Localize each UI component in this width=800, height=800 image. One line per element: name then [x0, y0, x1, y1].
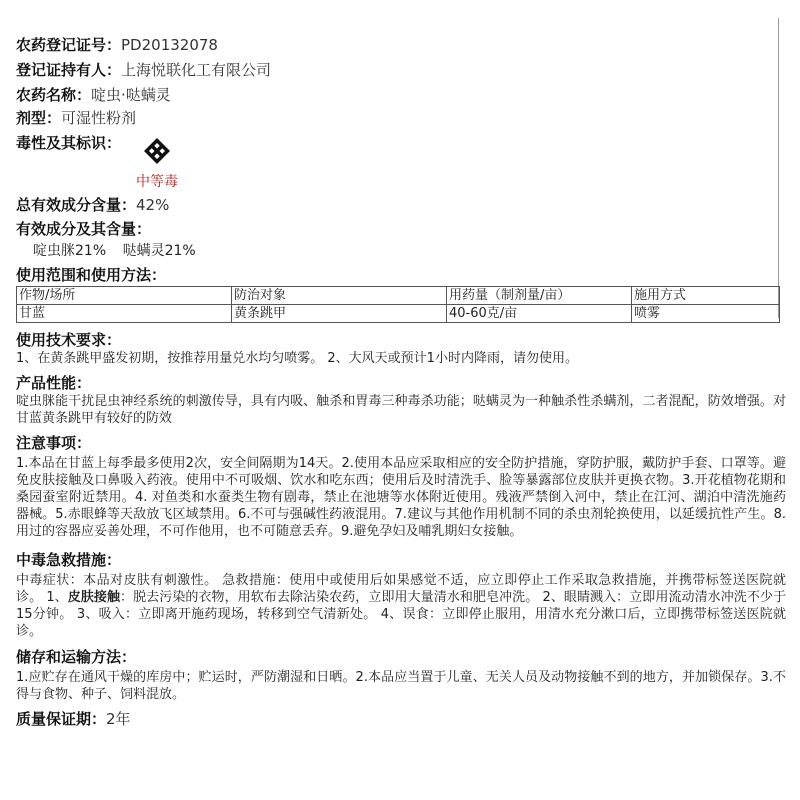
table-cell: 喷雾	[632, 305, 780, 323]
tech-text: 1、在黄条跳甲盛发初期，按推荐用量兑水均匀喷雾。 2、大风天或预计1小时内降雨，请勿使用。	[16, 351, 578, 366]
ingredients-heading-row	[16, 218, 151, 240]
storage-heading: 储存和运输方法：	[16, 648, 137, 666]
skin-contact-label: 皮肤接触	[67, 590, 121, 605]
table-header-cell: 作物/场所	[17, 287, 232, 305]
total-content-label: 总有效成分含量：	[16, 196, 137, 214]
total-content-value: 42%	[136, 196, 170, 214]
ingredient-item: 啶虫脒21%	[33, 243, 107, 259]
first-aid-text-part: 中毒症状：本品对皮肤有刺激性。 急救措施：使用中或使用后如果感觉不适，应立即停止工作采取急救措施，并携带标签送医院就诊。 1、	[16, 573, 786, 605]
pesticide-name-value: 啶虫·哒螨灵	[91, 86, 171, 104]
table-header-cell: 用药量（制剂量/亩）	[447, 287, 632, 305]
table-cell: 甘蓝	[17, 305, 232, 323]
toxicity-level-text: 中等毒	[136, 174, 178, 190]
usage-heading-row	[16, 264, 166, 286]
usage-heading: 使用范围和使用方法：	[16, 266, 167, 284]
ingredient-item: 哒螨灵21%	[122, 243, 196, 259]
toxicity-row	[16, 132, 121, 154]
formulation-value: 可湿性粉剂	[61, 109, 137, 127]
pesticide-name-row	[16, 84, 171, 106]
tech-heading: 使用技术要求：	[16, 331, 122, 349]
toxicity-badge	[132, 137, 182, 191]
pesticide-name-label: 农药名称：	[16, 86, 92, 104]
holder-row	[16, 59, 271, 81]
notes-heading: 注意事项：	[16, 434, 92, 452]
notes-text: 1.本品在甘蓝上每季最多使用2次，安全间隔期为14天。2.使用本品应采取相应的安全防护措施，穿防护服，戴防护手套、口罩等。避免皮肤接触及口鼻吸入药液。使用中不可吸烟、饮水和吃东西；使用后及时清洗手、脸等暴露部位皮肤并更换衣物。3.开花植物花期和桑园蚕室附近禁用。4. 对鱼类和水蚕类生物有剧毒，禁止在池塘等水体附近使用。残液严禁倒入河中，禁止在江河、湖泊中清洗施药器械。5.赤眼蜂等天敌放飞区域禁用。6.不可与强碱性药液混用。7.建议与其他作用机制不同的杀虫剂轮换使用，以延缓抗性产生。8.用过的容器应妥善处理，不可作他用，也不可随意丢弃。9.避免孕妇及哺乳期妇女接触。	[16, 456, 786, 539]
toxicity-label: 毒性及其标识：	[16, 134, 122, 152]
first-aid-text-part: ：脱去污染的衣物，用软布去除沾染农药，立即用大量清水和肥皂冲洗。 2、眼睛溅入：立即用流动清水冲洗不少于15分钟。 3、吸入：立即离开施药现场，转移到空气清新处。 4、误食：立即停止服用，用清水充分漱口后，立即携带标签送医院就诊。	[16, 590, 786, 639]
table-row	[17, 305, 780, 323]
holder-label: 登记证持有人：	[16, 61, 122, 79]
total-content-row	[16, 194, 169, 216]
toxicity-diamond-x-icon	[143, 137, 171, 165]
warranty-row	[16, 708, 131, 730]
formulation-row	[16, 107, 136, 129]
first-aid-heading: 中毒急救措施：	[16, 551, 122, 569]
registration-number-label: 农药登记证号：	[16, 36, 122, 54]
storage-text: 1.应贮存在通风干燥的库房中；贮运时，严防潮湿和日晒。2.本品应当置于儿童、无关人员及动物接触不到的地方，并加锁保存。3.不得与食物、种子、饲料混放。	[16, 670, 786, 702]
first-aid-text	[16, 572, 786, 640]
table-header-cell: 防治对象	[232, 287, 447, 305]
ingredients-heading: 有效成分及其含量：	[16, 220, 152, 238]
table-cell: 黄条跳甲	[232, 305, 447, 323]
performance-text: 啶虫脒能干扰昆虫神经系统的刺激传导，具有内吸、触杀和胃毒三种毒杀功能；哒螨灵为一种触杀性杀螨剂，二者混配，防效增强。对甘蓝黄条跳甲有较好的防效	[16, 394, 786, 426]
table-cell: 40-60克/亩	[447, 305, 632, 323]
usage-table	[16, 286, 780, 323]
table-header-row	[17, 287, 780, 305]
performance-heading: 产品性能：	[16, 374, 92, 392]
warranty-value: 2年	[106, 710, 131, 728]
right-border-line	[778, 18, 779, 318]
formulation-label: 剂型：	[16, 109, 62, 127]
table-header-cell: 施用方式	[632, 287, 780, 305]
ingredients-list	[33, 240, 208, 260]
holder-value: 上海悦联化工有限公司	[121, 61, 272, 79]
registration-number-value: PD20132078	[121, 36, 218, 54]
registration-number-row	[16, 34, 218, 56]
warranty-label: 质量保证期：	[16, 710, 107, 728]
